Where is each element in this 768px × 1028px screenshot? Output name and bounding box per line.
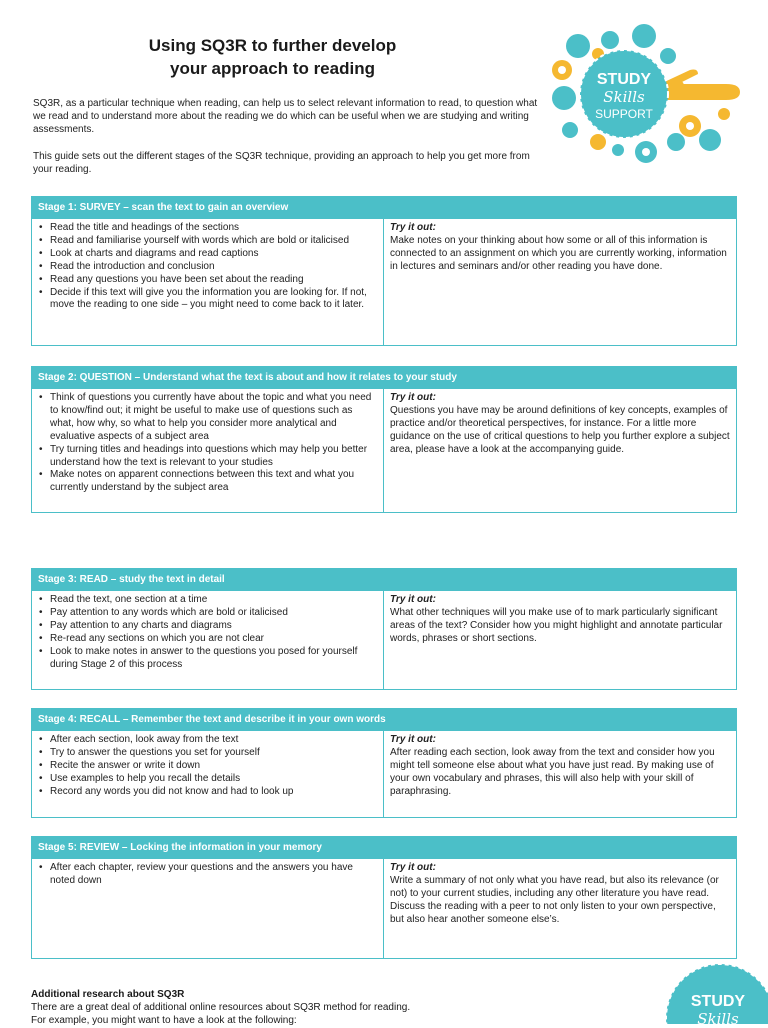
try-it-out-text: Questions you have may be around definitions of key concepts, examples of practice and/or theoretical perspectives, for instance. For a little more guidance on the use of critical questions to help you further explore a subject area, please have a look at the accompanying guide. <box>390 404 730 455</box>
list-item: • Read the text, one section at a time <box>50 594 377 607</box>
try-it-out-text: What other techniques will you make use of to mark particularly significant areas of the text? Consider how you might highlight and annotate particular words, phrases or short sections. <box>390 606 723 644</box>
stage-3-bullets <box>32 591 384 690</box>
stage-5-try-it-out <box>384 859 736 959</box>
list-item: • Use examples to help you recall the details <box>50 773 377 786</box>
stage-1-header: Stage 1: SURVEY – scan the text to gain an overview <box>32 197 736 219</box>
list-item: • Pay attention to any charts and diagrams <box>50 620 377 633</box>
list-item: • Make notes on apparent connections between this text and what you currently understand by the subject area <box>50 469 377 495</box>
stage-1-try-it-out <box>384 219 736 346</box>
list-item: • Recite the answer or write it down <box>50 760 377 773</box>
list-item: • Read any questions you have been set about the reading <box>50 274 377 287</box>
stage-1-table <box>31 196 737 346</box>
try-it-out-text: After reading each section, look away from the text and consider how you might tell someone else about what you have just read. By making use of your own vocabulary and phrases, this will also help with your skill of paraphrasing. <box>390 746 715 797</box>
list-item: • Think of questions you currently have about the topic and what you need to know/find out; it might be useful to make use of questions such as what, how why, so what to help you consider more analytical and evaluative aspects of a subject area <box>50 392 377 444</box>
list-item: • Read the introduction and conclusion <box>50 261 377 274</box>
title-line-1: Using SQ3R to further develop <box>148 36 397 55</box>
stage-4-try-it-out <box>384 731 736 818</box>
logo-support-text: SUPPORT <box>595 107 653 121</box>
try-it-out-label: Try it out: <box>390 862 436 873</box>
list-item: • Look at charts and diagrams and read captions <box>50 248 377 261</box>
stage-4-header: Stage 4: RECALL – Remember the text and describe it in your own words <box>32 709 736 731</box>
footer-logo-skills-text: Skills <box>697 1010 739 1024</box>
footer-study-skills-logo <box>664 962 768 1024</box>
list-item: • Look to make notes in answer to the questions you posed for yourself during Stage 2 of this process <box>50 646 377 672</box>
intro-paragraph-2: This guide sets out the different stages of the SQ3R technique, providing an approach to help you get more from your reading. <box>33 151 530 175</box>
list-item: • Decide if this text will give you the information you are looking for. If not, move the reading to one side – you might need to come back to it later. <box>50 287 377 313</box>
study-skills-logo <box>548 22 743 167</box>
additional-research-heading: Additional research about SQ3R <box>31 989 185 1000</box>
list-item: • After each section, look away from the text <box>50 734 377 747</box>
stage-2-header: Stage 2: QUESTION – Understand what the text is about and how it relates to your study <box>32 367 736 389</box>
list-item: • After each chapter, review your questions and the answers you have noted down <box>50 862 377 888</box>
list-item: • Pay attention to any words which are bold or italicised <box>50 607 377 620</box>
try-it-out-label: Try it out: <box>390 222 436 233</box>
list-item: • Record any words you did not know and had to look up <box>50 786 377 799</box>
try-it-out-text: Make notes on your thinking about how some or all of this information is connected to an assignment on which you are currently working, information in lectures and seminars and/or other reading you have done. <box>390 234 727 272</box>
additional-line-2: For example, you might want to have a look at the following: <box>31 1014 297 1026</box>
stage-5-header: Stage 5: REVIEW – Locking the information in your memory <box>32 837 736 859</box>
stage-2-table <box>31 366 737 513</box>
try-it-out-text-2: Discuss the reading with a peer to not only listen to your own perspective, but also hear another someone else’s. <box>390 900 716 925</box>
try-it-out-label: Try it out: <box>390 734 436 745</box>
footer-logo-study-text: STUDY <box>690 993 746 1010</box>
title-line-2: your approach to reading <box>170 59 375 78</box>
stage-5-bullets <box>32 859 384 959</box>
logo-skills-text: Skills <box>603 88 645 106</box>
list-item: • Read and familiarise yourself with words which are bold or italicised <box>50 235 377 248</box>
stage-3-try-it-out <box>384 591 736 690</box>
logo-study-text: STUDY <box>596 71 652 88</box>
stage-2-try-it-out <box>384 389 736 513</box>
try-it-out-label: Try it out: <box>390 594 436 605</box>
additional-line-1: There are a great deal of additional online resources about SQ3R method for reading. <box>31 1002 411 1013</box>
stage-3-table <box>31 568 737 690</box>
try-it-out-label: Try it out: <box>390 392 436 403</box>
stage-4-table <box>31 708 737 818</box>
list-item: • Try to answer the questions you set for yourself <box>50 747 377 760</box>
stage-1-bullets <box>32 219 384 346</box>
list-item: • Read the title and headings of the sections <box>50 222 377 235</box>
stage-2-bullets <box>32 389 384 513</box>
intro-paragraph-1: SQ3R, as a particular technique when reading, can help us to select relevant information to read, to question what we read and to understand more about the reading we do which can be useful when we are studying and writing assessments. <box>33 98 538 135</box>
stage-5-table <box>31 836 737 959</box>
list-item: • Try turning titles and headings into questions which may help you better understand how the text is relevant to your studies <box>50 444 377 470</box>
list-item: • Re-read any sections on which you are not clear <box>50 633 377 646</box>
stage-3-header: Stage 3: READ – study the text in detail <box>32 569 736 591</box>
try-it-out-text: Write a summary of not only what you have read, but also its relevance (or not) to your current studies, including any other literature you have read. <box>390 874 719 899</box>
stage-4-bullets <box>32 731 384 818</box>
page-title <box>95 34 450 80</box>
